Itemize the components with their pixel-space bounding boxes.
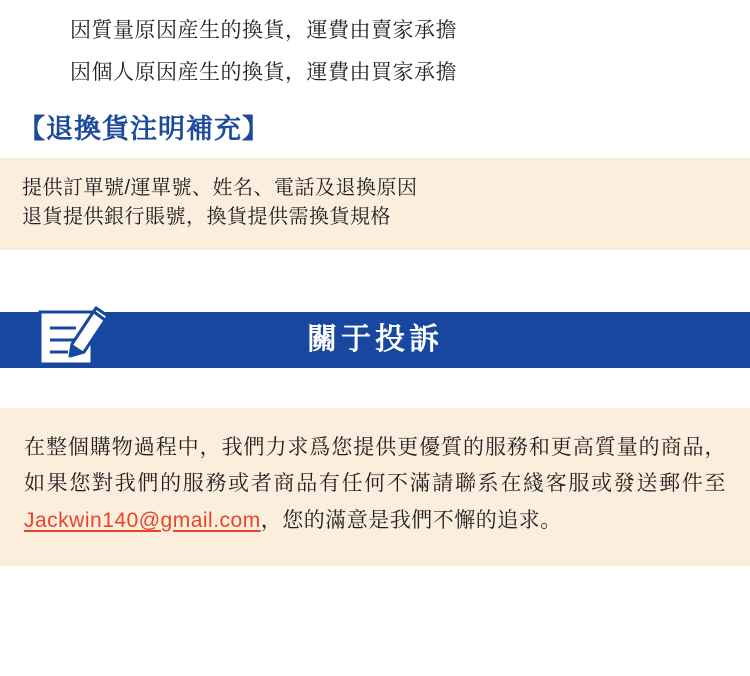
bottom-spacer xyxy=(0,566,750,626)
return-note-heading: 【退換貨注明補充】 xyxy=(18,113,270,144)
shipping-notes xyxy=(0,0,750,87)
return-note-line: 退貨提供銀行賬號，換貨提供需換貨規格 xyxy=(22,205,391,228)
shipping-note-line: 因個人原因産生的換貨，運費由買家承擔 xyxy=(70,61,457,85)
complaint-text-box xyxy=(0,408,750,566)
complaint-paragraph xyxy=(24,430,726,540)
support-email-link[interactable]: Jackwin140@gmail.com xyxy=(24,509,261,532)
return-note-line: 提供訂單號/運單號、姓名、電話及退換原因 xyxy=(22,176,418,199)
return-note-box xyxy=(0,158,750,250)
pencil-edit-icon xyxy=(36,298,110,368)
complaint-banner xyxy=(0,298,750,368)
complaint-text-before-email: 在整個購物過程中，我們力求爲您提供更優質的服務和更高質量的商品，如果您對我們的服務或者商品有任何不滿請聯系在綫客服或發送郵件至 xyxy=(24,435,726,496)
complaint-text-after-email: ，您的滿意是我們不懈的追求。 xyxy=(260,509,562,532)
shipping-note-line: 因質量原因産生的換貨，運費由賣家承擔 xyxy=(70,19,457,42)
banner-title: 關于投訴 xyxy=(307,322,443,356)
